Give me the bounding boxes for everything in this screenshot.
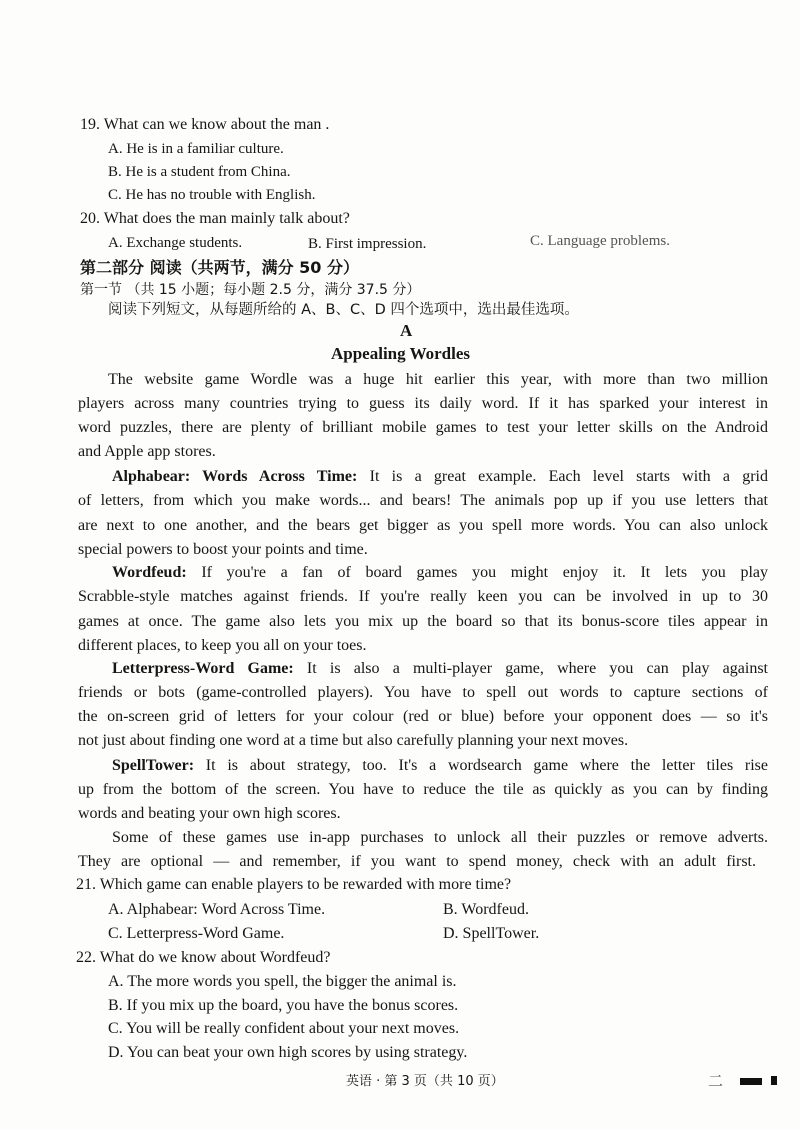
alphabear-line: of letters, from which you make words... and bears! The animals pop up if you use letters that [78, 492, 768, 509]
question-22-stem: 22. What do we know about Wordfeud? [76, 949, 331, 966]
wordfeud-line: Scrabble-style matches against friends. If you're really keen you can be involved in up to 30 [78, 588, 768, 605]
part-title: 第二部分 阅读（共两节，满分 50 分） [80, 258, 359, 277]
question-20-option-c: C. Language problems. [530, 233, 670, 249]
passage-label: A [400, 321, 413, 340]
alphabear-paragraph-first-line [112, 466, 768, 488]
intro-line: The website game Wordle was a huge hit earlier this year, with more than two million [108, 371, 768, 388]
footer-scan-bar [740, 1078, 762, 1085]
intro-line: word puzzles, there are plenty of brilliant mobile games to test your letter skills on the Android [78, 419, 768, 436]
footer-mark: 二 [708, 1072, 724, 1090]
wordfeud-line: different places, to keep you all on your toes. [78, 637, 367, 654]
section-title: 第一节 （共 15 小题；每小题 2.5 分，满分 37.5 分） [80, 282, 421, 298]
spelltower-line: up from the bottom of the screen. You have to reduce the tile as quickly as you can by finding [78, 781, 768, 798]
alphabear-heading: Alphabear: Words Across Time: [112, 468, 358, 485]
question-22-option-c: C. You will be really confident about your next moves. [108, 1020, 460, 1037]
question-21-stem: 21. Which game can enable players to be rewarded with more time? [76, 876, 512, 893]
alphabear-line: special powers to boost your points and time. [78, 541, 368, 558]
question-22-option-a: A. The more words you spell, the bigger the animal is. [108, 973, 457, 990]
question-22-option-d: D. You can beat your own high scores by using strategy. [108, 1044, 468, 1061]
letterpress-line: friends or bots (game-controlled players). You have to spell out words to capture sections of [78, 684, 768, 701]
letterpress-paragraph-first-line [112, 658, 768, 680]
question-19-stem: 19. What can we know about the man . [80, 116, 330, 133]
question-20-option-a: A. Exchange students. [108, 235, 243, 251]
reading-instruction: 阅读下列短文，从每题所给的 A、B、C、D 四个选项中，选出最佳选项。 [108, 302, 579, 318]
wordfeud-first-text: If you're a fan of board games you might enjoy it. It lets you play [186, 564, 768, 581]
question-21-option-b: B. Wordfeud. [443, 901, 529, 918]
letterpress-line: the on-screen grid of letters for your colour (red or blue) before your opponent does — so it's [78, 708, 768, 725]
passage-title: Appealing Wordles [331, 344, 471, 363]
alphabear-line: are next to one another, and the bears get bigger as you spell more words. You can also unlock [78, 517, 768, 534]
alphabear-first-text: It is a great example. Each level starts with a grid [357, 468, 768, 485]
closing-line: They are optional — and remember, if you want to spend money, check with an adult first. [78, 853, 756, 870]
question-21-option-a: A. Alphabear: Word Across Time. [108, 901, 326, 918]
question-21-option-c: C. Letterpress-Word Game. [108, 925, 285, 942]
intro-line: players across many countries trying to guess its daily word. If it has sparked your interest in [78, 395, 768, 412]
question-19-option-a: A. He is in a familiar culture. [108, 141, 284, 157]
spelltower-paragraph-first-line [112, 755, 768, 777]
question-19-option-b: B. He is a student from China. [108, 164, 291, 180]
letterpress-first-text: It is also a multi-player game, where you can play against [293, 660, 768, 677]
question-21-option-d: D. SpellTower. [443, 925, 540, 942]
wordfeud-paragraph-first-line [112, 562, 768, 584]
spelltower-first-text: It is about strategy, too. It's a wordsearch game where the letter tiles rise [194, 757, 768, 774]
question-20-option-b: B. First impression. [308, 236, 427, 252]
wordfeud-heading: Wordfeud: [112, 564, 187, 581]
closing-line: Some of these games use in-app purchases to unlock all their puzzles or remove adverts. [112, 829, 768, 846]
question-22-option-b: B. If you mix up the board, you have the bonus scores. [108, 997, 459, 1014]
question-19-option-c: C. He has no trouble with English. [108, 187, 316, 203]
spelltower-line: words and beating your own high scores. [78, 805, 341, 822]
intro-line: and Apple app stores. [78, 443, 216, 460]
letterpress-heading: Letterpress-Word Game: [112, 660, 294, 677]
question-20-stem: 20. What does the man mainly talk about? [80, 210, 350, 227]
page-footer: 英语 · 第 3 页（共 10 页） [346, 1074, 504, 1089]
footer-scan-block [771, 1076, 777, 1085]
wordfeud-line: games at once. The game also lets you mix up the board so that its bonus-score tiles appear in [78, 613, 768, 630]
spelltower-heading: SpellTower: [112, 757, 195, 774]
letterpress-line: not just about finding one word at a time but also carefully planning your next moves. [78, 732, 629, 749]
